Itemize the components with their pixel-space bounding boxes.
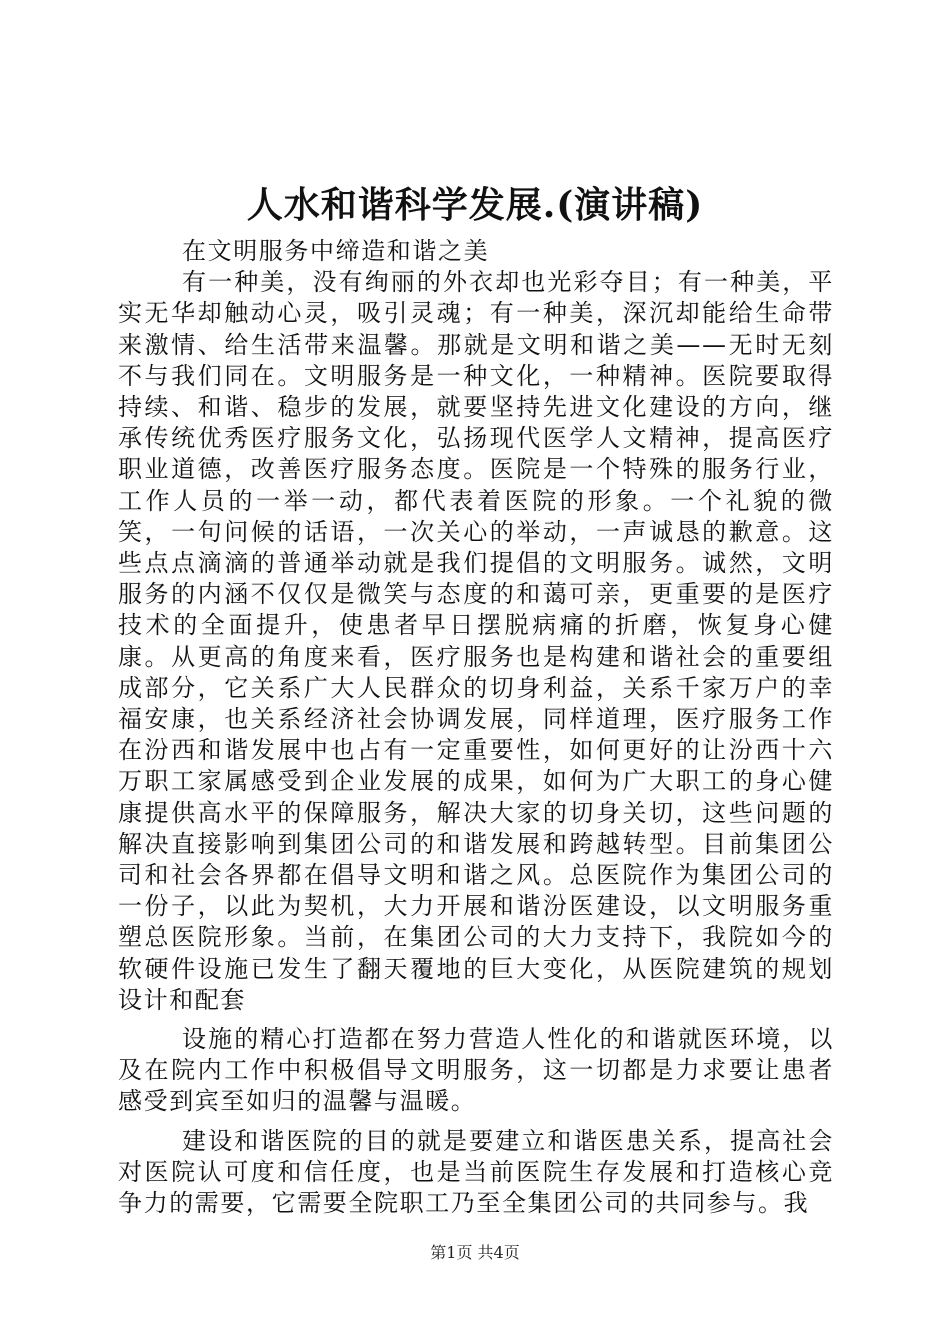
body-paragraph: 建设和谐医院的目的就是要建立和谐医患关系，提高社会对医院认可度和信任度，也是当前医院生存发展和打造核心竞争力的需要，它需要全院职工乃至全集团公司的共同参与。我 — [118, 1126, 834, 1218]
document-title: 人水和谐科学发展.(演讲稿) — [246, 184, 704, 226]
subtitle-paragraph: 在文明服务中缔造和谐之美 — [182, 237, 490, 265]
page-number-footer: 第1页 共4页 — [430, 1243, 520, 1262]
body-paragraph: 有一种美，没有绚丽的外衣却也光彩夺目；有一种美，平实无华却触动心灵，吸引灵魂；有一种美，深沉却能给生命带来激情、给生活带来温馨。那就是文明和谐之美——无时无刻不与我们同在。文明服务是一种文化，一种精神。医院要取得持续、和谐、稳步的发展，就要坚持先进文化建设的方向，继承传统优秀医疗服务文化，弘扬现代医学人文精神，提高医疗职业道德，改善医疗服务态度。医院是一个特殊的服务行业，工作人员的一举一动，都代表着医院的形象。一个礼貌的微笑，一句问候的话语，一次关心的举动，一声诚恳的歉意。这些点点滴滴的普通举动就是我们提倡的文明服务。诚然，文明服务的内涵不仅仅是微笑与态度的和蔼可亲，更重要的是医疗技术的全面提升，使患者早日摆脱病痛的折磨，恢复身心健康。从更高的角度来看，医疗服务也是构建和谐社会的重要组成部分，它关系广大人民群众的切身利益，关系千家万户的幸福安康，也关系经济社会协调发展，同样道理，医疗服务工作在汾西和谐发展中也占有一定重要性，如何更好的让汾西十六万职工家属感受到企业发展的成果，如何为广大职工的身心健康提供高水平的保障服务，解决大家的切身关切，这些问题的解决直接影响到集团公司的和谐发展和跨越转型。目前集团公司和社会各界都在倡导文明和谐之风。总医院作为集团公司的一份子，以此为契机，大力开展和谐汾医建设，以文明服务重塑总医院形象。当前，在集团公司的大力支持下，我院如今的软硬件设施已发生了翻天覆地的巨大变化，从医院建筑的规划设计和配套 — [118, 268, 834, 1014]
document-body — [118, 236, 834, 1219]
body-paragraph: 设施的精心打造都在努力营造人性化的和谐就医环境，以及在院内工作中积极倡导文明服务，这一切都是力求要让患者感受到宾至如归的温馨与温暖。 — [118, 1025, 834, 1116]
